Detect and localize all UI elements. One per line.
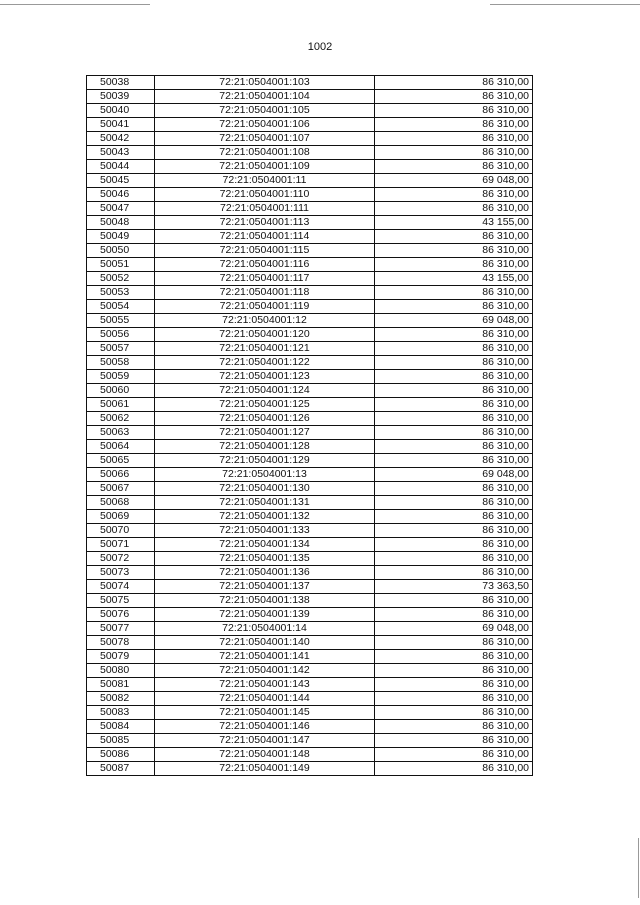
table-row: [87, 160, 533, 174]
table-row: [87, 748, 533, 762]
cadastral-number-cell: 72:21:0504001:125: [155, 398, 375, 412]
table-row: [87, 174, 533, 188]
row-number-cell: 50053: [87, 286, 155, 300]
row-number-cell: 50064: [87, 440, 155, 454]
table-row: [87, 146, 533, 160]
cadastral-number-cell: 72:21:0504001:136: [155, 566, 375, 580]
cadastral-value-cell: 86 310,00: [375, 650, 533, 664]
cadastral-value-cell: 86 310,00: [375, 90, 533, 104]
table-row: [87, 300, 533, 314]
cadastral-number-cell: 72:21:0504001:117: [155, 272, 375, 286]
cadastral-value-cell: 69 048,00: [375, 468, 533, 482]
cadastral-number-cell: 72:21:0504001:12: [155, 314, 375, 328]
row-number-cell: 50060: [87, 384, 155, 398]
row-number-cell: 50083: [87, 706, 155, 720]
table-row: [87, 398, 533, 412]
cadastral-value-cell: 86 310,00: [375, 160, 533, 174]
row-number-cell: 50082: [87, 692, 155, 706]
cadastral-number-cell: 72:21:0504001:134: [155, 538, 375, 552]
cadastral-number-cell: 72:21:0504001:118: [155, 286, 375, 300]
cadastral-number-cell: 72:21:0504001:137: [155, 580, 375, 594]
cadastral-number-cell: 72:21:0504001:116: [155, 258, 375, 272]
cadastral-value-cell: 86 310,00: [375, 664, 533, 678]
cadastral-number-cell: 72:21:0504001:130: [155, 482, 375, 496]
cadastral-value-cell: 86 310,00: [375, 454, 533, 468]
cadastral-number-cell: 72:21:0504001:131: [155, 496, 375, 510]
cadastral-value-cell: 86 310,00: [375, 328, 533, 342]
cadastral-value-cell: 86 310,00: [375, 230, 533, 244]
table-row: [87, 524, 533, 538]
cadastral-number-cell: 72:21:0504001:144: [155, 692, 375, 706]
row-number-cell: 50072: [87, 552, 155, 566]
cadastral-number-cell: 72:21:0504001:135: [155, 552, 375, 566]
cadastral-value-cell: 86 310,00: [375, 524, 533, 538]
cadastral-value-cell: 86 310,00: [375, 734, 533, 748]
row-number-cell: 50047: [87, 202, 155, 216]
cadastral-value-cell: 86 310,00: [375, 608, 533, 622]
cadastral-value-cell: 86 310,00: [375, 552, 533, 566]
row-number-cell: 50066: [87, 468, 155, 482]
row-number-cell: 50070: [87, 524, 155, 538]
table-row: [87, 258, 533, 272]
table-row: [87, 90, 533, 104]
page-number: 1002: [307, 41, 333, 53]
table-row: [87, 594, 533, 608]
table-row: [87, 426, 533, 440]
cadastral-value-cell: 86 310,00: [375, 510, 533, 524]
table-row: [87, 734, 533, 748]
cadastral-value-cell: 86 310,00: [375, 370, 533, 384]
table-row: [87, 188, 533, 202]
table-row: [87, 230, 533, 244]
cadastral-number-cell: 72:21:0504001:111: [155, 202, 375, 216]
row-number-cell: 50050: [87, 244, 155, 258]
cadastral-number-cell: 72:21:0504001:143: [155, 678, 375, 692]
cadastral-value-cell: 69 048,00: [375, 174, 533, 188]
row-number-cell: 50043: [87, 146, 155, 160]
row-number-cell: 50046: [87, 188, 155, 202]
table-row: [87, 762, 533, 776]
scan-edge-top-right: [490, 4, 640, 5]
row-number-cell: 50054: [87, 300, 155, 314]
row-number-cell: 50039: [87, 90, 155, 104]
row-number-cell: 50058: [87, 356, 155, 370]
cadastral-value-cell: 86 310,00: [375, 594, 533, 608]
table-body: [87, 76, 533, 776]
cadastral-number-cell: 72:21:0504001:13: [155, 468, 375, 482]
cadastral-value-cell: 86 310,00: [375, 566, 533, 580]
cadastral-value-cell: 86 310,00: [375, 762, 533, 776]
cadastral-value-table: [86, 75, 533, 776]
table-row: [87, 342, 533, 356]
table-row: [87, 328, 533, 342]
row-number-cell: 50052: [87, 272, 155, 286]
cadastral-value-cell: 86 310,00: [375, 202, 533, 216]
cadastral-number-cell: 72:21:0504001:14: [155, 622, 375, 636]
cadastral-number-cell: 72:21:0504001:123: [155, 370, 375, 384]
row-number-cell: 50086: [87, 748, 155, 762]
scan-edge-top-left: [0, 4, 150, 5]
row-number-cell: 50069: [87, 510, 155, 524]
cadastral-number-cell: 72:21:0504001:140: [155, 636, 375, 650]
cadastral-number-cell: 72:21:0504001:107: [155, 132, 375, 146]
cadastral-value-cell: 86 310,00: [375, 720, 533, 734]
cadastral-value-cell: 86 310,00: [375, 748, 533, 762]
cadastral-value-cell: 69 048,00: [375, 314, 533, 328]
cadastral-number-cell: 72:21:0504001:148: [155, 748, 375, 762]
table-row: [87, 132, 533, 146]
cadastral-number-cell: 72:21:0504001:103: [155, 76, 375, 90]
cadastral-number-cell: 72:21:0504001:142: [155, 664, 375, 678]
cadastral-value-cell: 86 310,00: [375, 258, 533, 272]
table-row: [87, 538, 533, 552]
cadastral-value-cell: 86 310,00: [375, 244, 533, 258]
cadastral-number-cell: 72:21:0504001:115: [155, 244, 375, 258]
cadastral-value-cell: 86 310,00: [375, 356, 533, 370]
row-number-cell: 50073: [87, 566, 155, 580]
row-number-cell: 50042: [87, 132, 155, 146]
cadastral-number-cell: 72:21:0504001:141: [155, 650, 375, 664]
cadastral-value-cell: 86 310,00: [375, 482, 533, 496]
row-number-cell: 50049: [87, 230, 155, 244]
row-number-cell: 50080: [87, 664, 155, 678]
cadastral-number-cell: 72:21:0504001:108: [155, 146, 375, 160]
cadastral-value-cell: 86 310,00: [375, 146, 533, 160]
row-number-cell: 50048: [87, 216, 155, 230]
cadastral-value-cell: 86 310,00: [375, 412, 533, 426]
cadastral-number-cell: 72:21:0504001:145: [155, 706, 375, 720]
table-row: [87, 104, 533, 118]
row-number-cell: 50068: [87, 496, 155, 510]
cadastral-value-cell: 86 310,00: [375, 636, 533, 650]
table-row: [87, 440, 533, 454]
cadastral-number-cell: 72:21:0504001:128: [155, 440, 375, 454]
table-row: [87, 356, 533, 370]
cadastral-value-cell: 69 048,00: [375, 622, 533, 636]
table-row: [87, 706, 533, 720]
row-number-cell: 50061: [87, 398, 155, 412]
cadastral-number-cell: 72:21:0504001:121: [155, 342, 375, 356]
table-row: [87, 580, 533, 594]
row-number-cell: 50045: [87, 174, 155, 188]
cadastral-number-cell: 72:21:0504001:124: [155, 384, 375, 398]
cadastral-value-cell: 86 310,00: [375, 678, 533, 692]
table-row: [87, 608, 533, 622]
table-row: [87, 412, 533, 426]
table-row: [87, 664, 533, 678]
table-row: [87, 216, 533, 230]
row-number-cell: 50081: [87, 678, 155, 692]
cadastral-number-cell: 72:21:0504001:146: [155, 720, 375, 734]
row-number-cell: 50087: [87, 762, 155, 776]
row-number-cell: 50077: [87, 622, 155, 636]
row-number-cell: 50074: [87, 580, 155, 594]
table-row: [87, 384, 533, 398]
table-row: [87, 482, 533, 496]
cadastral-number-cell: 72:21:0504001:104: [155, 90, 375, 104]
cadastral-number-cell: 72:21:0504001:119: [155, 300, 375, 314]
table-row: [87, 720, 533, 734]
cadastral-value-cell: 86 310,00: [375, 538, 533, 552]
cadastral-number-cell: 72:21:0504001:120: [155, 328, 375, 342]
row-number-cell: 50062: [87, 412, 155, 426]
table-row: [87, 454, 533, 468]
table-row: [87, 314, 533, 328]
row-number-cell: 50085: [87, 734, 155, 748]
table-row: [87, 636, 533, 650]
row-number-cell: 50059: [87, 370, 155, 384]
row-number-cell: 50065: [87, 454, 155, 468]
table-row: [87, 496, 533, 510]
row-number-cell: 50057: [87, 342, 155, 356]
scan-edge-right: [638, 838, 639, 898]
row-number-cell: 50038: [87, 76, 155, 90]
table-row: [87, 552, 533, 566]
table-row: [87, 678, 533, 692]
cadastral-number-cell: 72:21:0504001:147: [155, 734, 375, 748]
cadastral-number-cell: 72:21:0504001:114: [155, 230, 375, 244]
cadastral-value-cell: 86 310,00: [375, 440, 533, 454]
row-number-cell: 50071: [87, 538, 155, 552]
cadastral-value-cell: 73 363,50: [375, 580, 533, 594]
cadastral-value-cell: 86 310,00: [375, 286, 533, 300]
cadastral-number-cell: 72:21:0504001:133: [155, 524, 375, 538]
cadastral-value-cell: 86 310,00: [375, 398, 533, 412]
cadastral-value-cell: 86 310,00: [375, 706, 533, 720]
cadastral-value-cell: 86 310,00: [375, 384, 533, 398]
table-row: [87, 118, 533, 132]
cadastral-number-cell: 72:21:0504001:122: [155, 356, 375, 370]
cadastral-number-cell: 72:21:0504001:139: [155, 608, 375, 622]
cadastral-value-cell: 86 310,00: [375, 118, 533, 132]
cadastral-value-cell: 86 310,00: [375, 104, 533, 118]
cadastral-number-cell: 72:21:0504001:105: [155, 104, 375, 118]
row-number-cell: 50041: [87, 118, 155, 132]
row-number-cell: 50084: [87, 720, 155, 734]
table-row: [87, 202, 533, 216]
cadastral-value-cell: 86 310,00: [375, 300, 533, 314]
cadastral-value-cell: 86 310,00: [375, 76, 533, 90]
cadastral-value-cell: 86 310,00: [375, 692, 533, 706]
cadastral-value-cell: 43 155,00: [375, 216, 533, 230]
table-row: [87, 244, 533, 258]
cadastral-value-cell: 86 310,00: [375, 496, 533, 510]
cadastral-number-cell: 72:21:0504001:109: [155, 160, 375, 174]
row-number-cell: 50063: [87, 426, 155, 440]
cadastral-value-cell: 43 155,00: [375, 272, 533, 286]
row-number-cell: 50079: [87, 650, 155, 664]
cadastral-number-cell: 72:21:0504001:110: [155, 188, 375, 202]
table-row: [87, 468, 533, 482]
table-row: [87, 622, 533, 636]
table-row: [87, 692, 533, 706]
cadastral-value-cell: 86 310,00: [375, 132, 533, 146]
row-number-cell: 50067: [87, 482, 155, 496]
table-row: [87, 650, 533, 664]
row-number-cell: 50076: [87, 608, 155, 622]
row-number-cell: 50051: [87, 258, 155, 272]
cadastral-number-cell: 72:21:0504001:113: [155, 216, 375, 230]
table-row: [87, 566, 533, 580]
table-row: [87, 76, 533, 90]
table-row: [87, 370, 533, 384]
row-number-cell: 50044: [87, 160, 155, 174]
row-number-cell: 50075: [87, 594, 155, 608]
table-row: [87, 286, 533, 300]
cadastral-number-cell: 72:21:0504001:127: [155, 426, 375, 440]
row-number-cell: 50078: [87, 636, 155, 650]
table-row: [87, 272, 533, 286]
row-number-cell: 50055: [87, 314, 155, 328]
cadastral-number-cell: 72:21:0504001:129: [155, 454, 375, 468]
cadastral-number-cell: 72:21:0504001:11: [155, 174, 375, 188]
cadastral-value-cell: 86 310,00: [375, 426, 533, 440]
cadastral-number-cell: 72:21:0504001:126: [155, 412, 375, 426]
table-row: [87, 510, 533, 524]
cadastral-value-cell: 86 310,00: [375, 342, 533, 356]
row-number-cell: 50040: [87, 104, 155, 118]
cadastral-value-cell: 86 310,00: [375, 188, 533, 202]
cadastral-number-cell: 72:21:0504001:106: [155, 118, 375, 132]
cadastral-number-cell: 72:21:0504001:149: [155, 762, 375, 776]
cadastral-number-cell: 72:21:0504001:138: [155, 594, 375, 608]
row-number-cell: 50056: [87, 328, 155, 342]
cadastral-number-cell: 72:21:0504001:132: [155, 510, 375, 524]
